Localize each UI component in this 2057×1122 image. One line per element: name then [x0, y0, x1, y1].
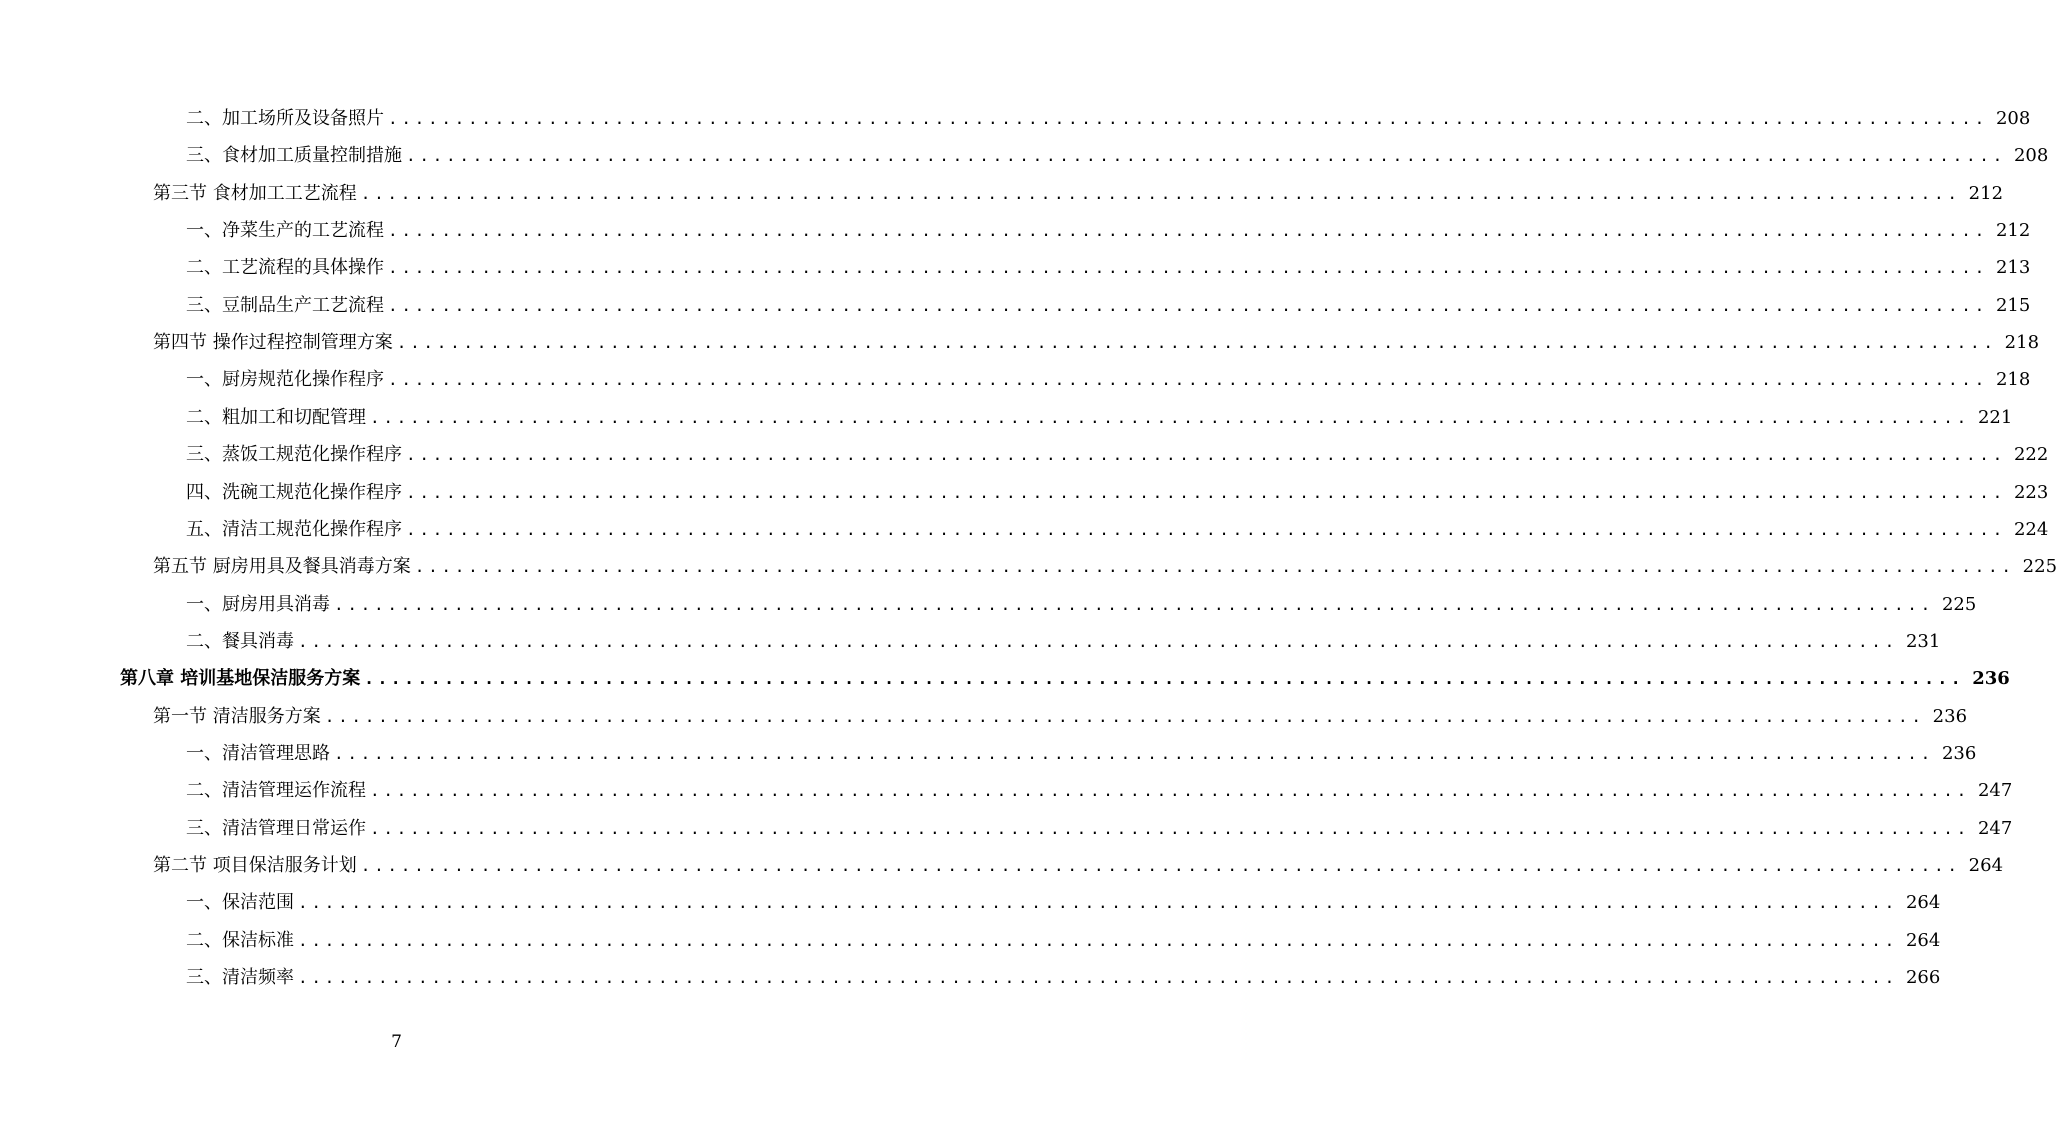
toc-entry[interactable]: [153, 175, 2004, 212]
toc-dot-leader: ........................................................................................................................: [414, 557, 2015, 577]
toc-entry[interactable]: [186, 361, 2031, 398]
toc-entry-page: 218: [1995, 369, 2031, 391]
toc-entry[interactable]: [186, 100, 2031, 137]
toc-entry-title: 二、加工场所及设备照片: [186, 108, 384, 129]
toc-dot-leader: ........................................................................................................................: [388, 295, 1988, 315]
toc-entry-title: 五、清洁工规范化操作程序: [186, 518, 402, 540]
toc-entry[interactable]: [186, 212, 2031, 249]
toc-entry-page: 208: [1995, 108, 2031, 129]
toc-entry-page: 213: [1995, 257, 2031, 279]
toc-entry-page: 215: [1995, 294, 2031, 316]
toc-entry[interactable]: [153, 847, 2004, 884]
toc-entry-page: 212: [1995, 220, 2031, 242]
toc-entry-title: 四、洗碗工规范化操作程序: [186, 481, 402, 503]
toc-entry[interactable]: [186, 399, 2013, 436]
toc-dot-leader: ........................................................................................................................: [406, 445, 2006, 465]
toc-entry-title: 三、食材加工质量控制措施: [186, 145, 402, 167]
toc-dot-leader: ........................................................................................................................: [334, 743, 1934, 763]
toc-entry-title: 第五节 厨房用具及餐具消毒方案: [153, 556, 411, 578]
toc-entry-page: 264: [1968, 855, 2004, 876]
toc-entry[interactable]: [186, 623, 1941, 660]
toc-dot-leader: ........................................................................................................................: [364, 669, 1965, 689]
toc-entry-title: 二、餐具消毒: [186, 630, 294, 652]
toc-dot-leader: ........................................................................................................................: [388, 221, 1988, 241]
toc-entry-page: 208: [2013, 145, 2049, 167]
toc-entry-title: 二、清洁管理运作流程: [186, 780, 366, 802]
toc-entry-title: 一、保洁范围: [186, 892, 294, 914]
toc-entry-title: 二、粗加工和切配管理: [186, 406, 366, 428]
toc-entry-page: 222: [2013, 444, 2049, 466]
toc-dot-leader: ........................................................................................................................: [298, 930, 1898, 950]
toc-entry[interactable]: [186, 474, 2049, 511]
toc-entry[interactable]: [186, 922, 1941, 959]
toc-dot-leader: ........................................................................................................................: [324, 706, 1925, 726]
toc-entry-title: 一、清洁管理思路: [186, 742, 330, 764]
toc-entry-title: 二、工艺流程的具体操作: [186, 257, 384, 279]
toc-dot-leader: ........................................................................................................................: [388, 258, 1988, 278]
toc-entry-page: 224: [2013, 518, 2049, 540]
toc-entry-page: 218: [2004, 332, 2040, 354]
toc-dot-leader: ........................................................................................................................: [298, 893, 1898, 913]
toc-entry-page: 225: [2022, 556, 2057, 578]
toc-entry-title: 一、净菜生产的工艺流程: [186, 220, 384, 242]
toc-dot-leader: ........................................................................................................................: [334, 594, 1934, 614]
toc-entry-page: 236: [1941, 742, 1977, 764]
toc-dot-leader: ........................................................................................................................: [360, 856, 1961, 875]
toc-entry-title: 第一节 清洁服务方案: [153, 705, 321, 727]
toc-entry-page: 247: [1977, 817, 2013, 839]
toc-entry[interactable]: [153, 548, 2057, 585]
toc-entry[interactable]: [186, 735, 1977, 772]
toc-entry-title: 第八章 培训基地保洁服务方案: [120, 668, 361, 690]
toc-entry[interactable]: [186, 511, 2049, 548]
toc-entry-title: 三、清洁频率: [186, 967, 294, 989]
toc-dot-leader: ........................................................................................................................: [406, 146, 2006, 166]
toc-dot-leader: ........................................................................................................................: [360, 183, 1961, 203]
toc-entry[interactable]: [153, 324, 2040, 361]
toc-dot-leader: ........................................................................................................................: [370, 818, 1970, 838]
toc-entry-page: 225: [1941, 593, 1977, 615]
toc-dot-leader: ........................................................................................................................: [388, 370, 1988, 390]
toc-entry-page: 236: [1972, 668, 2010, 690]
toc-dot-leader: ........................................................................................................................: [298, 968, 1898, 988]
toc-dot-leader: ........................................................................................................................: [388, 109, 1988, 128]
toc-dot-leader: ........................................................................................................................: [370, 781, 1970, 801]
toc-entry-title: 二、保洁标准: [186, 929, 294, 951]
toc-entry[interactable]: [186, 810, 2013, 847]
toc-entry-page: 264: [1905, 929, 1941, 951]
toc-entry[interactable]: [120, 660, 2010, 697]
toc-entry-title: 一、厨房规范化操作程序: [186, 369, 384, 391]
toc-entry-title: 第三节 食材加工工艺流程: [153, 182, 357, 204]
toc-dot-leader: ........................................................................................................................: [370, 407, 1970, 427]
toc-entry-page: 266: [1905, 967, 1941, 989]
toc-entry-title: 一、厨房用具消毒: [186, 593, 330, 615]
page-number: 7: [391, 1032, 402, 1052]
toc-entry-page: 231: [1905, 630, 1941, 652]
toc-entry-title: 三、蒸饭工规范化操作程序: [186, 444, 402, 466]
toc-entry[interactable]: [153, 698, 1968, 735]
toc-entry-page: 264: [1905, 892, 1941, 914]
toc-entry-title: 第四节 操作过程控制管理方案: [153, 332, 393, 354]
toc-entry[interactable]: [186, 959, 1941, 996]
toc-entry[interactable]: [186, 287, 2031, 324]
toc-entry-page: 236: [1932, 705, 1968, 727]
toc-entry[interactable]: [186, 249, 2031, 286]
toc-entry[interactable]: [186, 772, 2013, 809]
toc-entry[interactable]: [186, 436, 2049, 473]
toc-dot-leader: ........................................................................................................................: [396, 333, 1997, 353]
toc-entry-page: 223: [2013, 481, 2049, 503]
toc-entry-page: 247: [1977, 780, 2013, 802]
toc-entry-page: 212: [1968, 182, 2004, 204]
toc-entry[interactable]: [186, 586, 1977, 623]
toc-dot-leader: ........................................................................................................................: [406, 519, 2006, 539]
toc-entry-page: 221: [1977, 406, 2013, 428]
toc-entry[interactable]: [186, 137, 2049, 174]
toc-entry-title: 三、清洁管理日常运作: [186, 817, 366, 839]
toc-dot-leader: ........................................................................................................................: [298, 631, 1898, 651]
toc-entry-title: 三、豆制品生产工艺流程: [186, 294, 384, 316]
toc-dot-leader: ........................................................................................................................: [406, 482, 2006, 502]
toc-entry[interactable]: [186, 884, 1941, 921]
toc-entry-title: 第二节 项目保洁服务计划: [153, 855, 357, 876]
